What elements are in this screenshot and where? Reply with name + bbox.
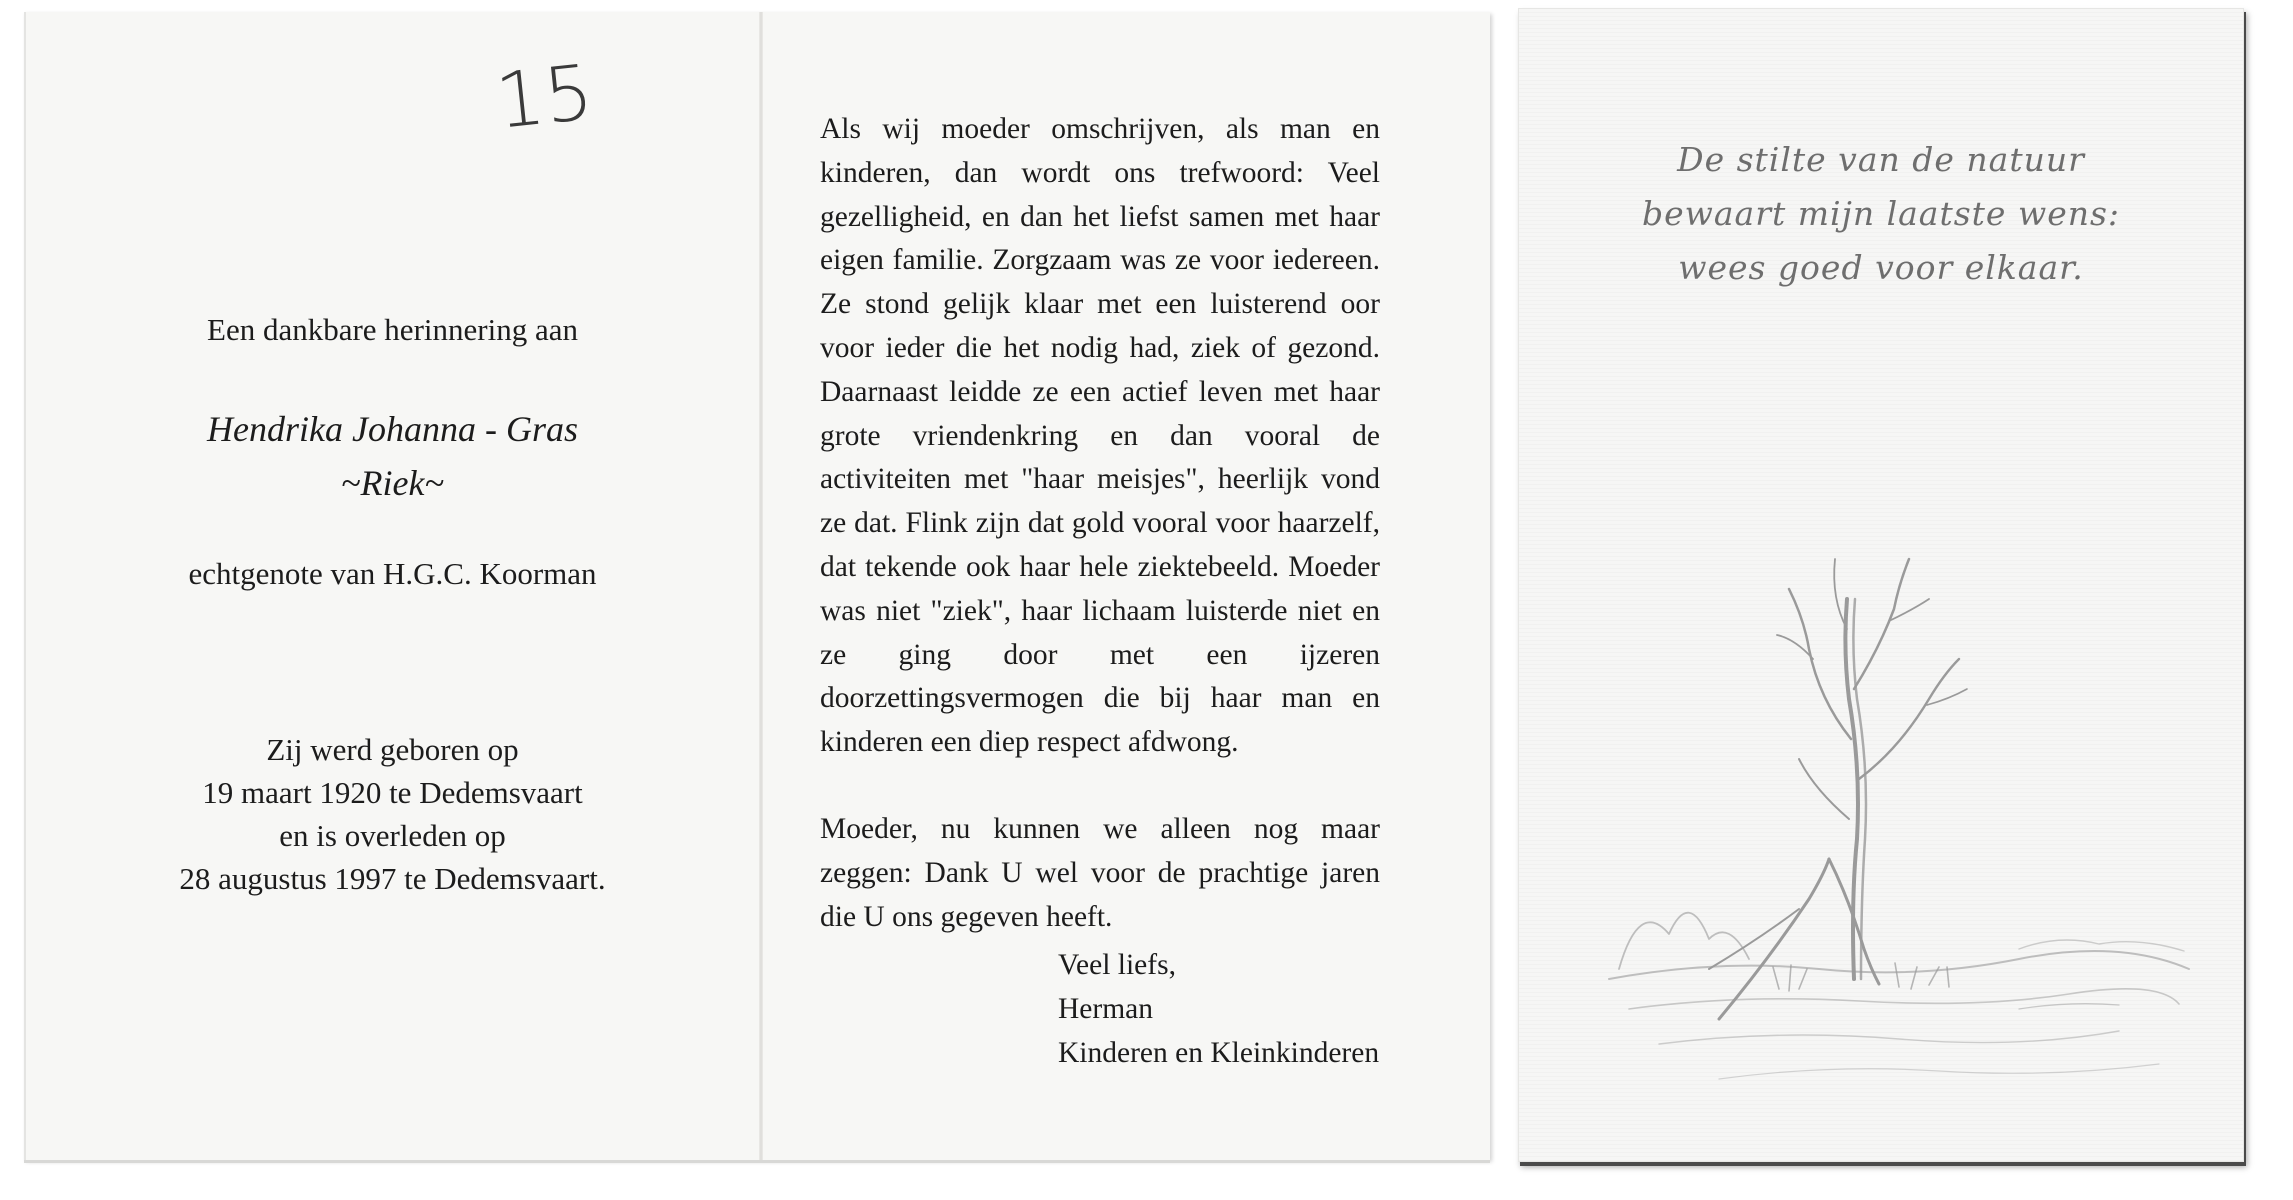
bare-tree-sketch-icon [1599,539,2199,1099]
birth-death-line: 19 maart 1920 te Dedemsvaart [202,775,583,810]
intro-text: Een dankbare herinnering aan [207,312,578,347]
birth-death-line: en is overleden op [279,818,506,853]
deceased-nickname: ~Riek~ [341,463,444,503]
left-inner-page [26,12,759,1160]
spouse-text: echtgenote van H.G.C. Koorman [188,556,597,591]
poem-line: wees goed voor elkaar. [1678,248,2084,287]
cover-card [1518,8,2244,1162]
tribute-paragraph: Als wij moeder omschrijven, als man en kinderen, dan wordt ons trefwoord: Veel gezelligheid, en dan het liefst samen met haar eigen familie. Zorgzaam was ze voor iedereen. Ze stond gelijk klaar met een luisterend oor voor ieder die het nodig had, ziek of gezond. Daarnaast leidde ze een actief leven met haar grote vriendenkring en dan vooral de activiteiten met "haar meisjes", heerlijk vond ze dat. Flink zijn dat gold vooral voor haarzelf, dat tekende ook haar hele ziektebeeld. Moeder was niet "ziek", haar lichaam luisterde niet en ze ging door met een ijzeren doorzettingsvermogen die bij haar man en kinderen een diep respect afdwong. [820,113,1380,759]
poem-line: bewaart mijn laatste wens: [1641,194,2121,233]
birth-death-line: 28 augustus 1997 te Dedemsvaart. [179,861,606,896]
cover-poem [1519,133,2243,295]
signoff-line: Herman [1058,992,1154,1025]
closing-paragraph: Moeder, nu kunnen we alleen nog maar zeggen: Dank U wel voor de prachtige jaren die U ons gegeven heeft. [820,812,1380,933]
right-inner-page [820,108,1380,939]
fold-line [759,12,763,1160]
signoff [1058,944,1379,1075]
poem-line: De stilte van de natuur [1677,140,2085,179]
signoff-line: Veel liefs, [1058,949,1176,981]
deceased-name: Hendrika Johanna - Gras [207,409,578,449]
birth-death-line: Zij werd geboren op [266,732,519,767]
signoff-line: Kinderen en Kleinkinderen [1058,1036,1380,1069]
handwritten-page-number: 15 [491,47,598,146]
